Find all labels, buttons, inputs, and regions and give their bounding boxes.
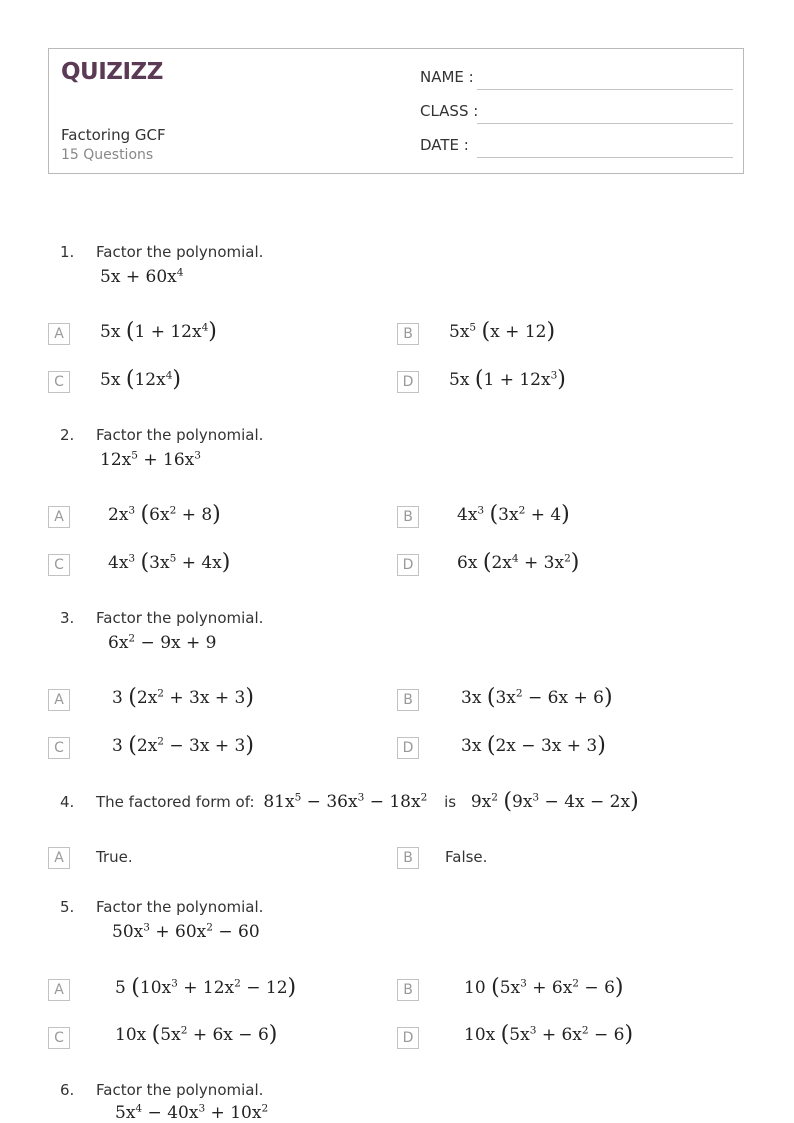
question-3-expression: $6x^2 - 9x + 9$ [108,632,217,653]
class-label: CLASS : [420,102,479,120]
q3-option-c-letter[interactable]: C [48,737,70,759]
date-label: DATE : [420,136,469,154]
q3-option-c[interactable]: 3 $(2x^2 - 3x + 3)$ [112,732,254,759]
q1-option-c-letter[interactable]: C [48,371,70,393]
q3-option-d[interactable]: 3x (2x − 3x + 3) [461,732,606,759]
worksheet-title: Factoring GCF [61,126,166,144]
question-count: 15 Questions [61,147,154,163]
class-field [420,102,733,124]
question-3-number: 3. [60,609,75,627]
question-5-prompt: Factor the polynomial. [96,898,264,916]
name-line[interactable] [477,89,733,90]
question-4-expression: $81x^5 - 36x^3 - 18x^2$ [263,791,428,812]
q3-option-b-letter[interactable]: B [397,689,419,711]
q3-option-a[interactable]: 3 $(2x^2 + 3x + 3)$ [112,684,254,711]
question-6-expression: $5x^4 - 40x^3 + 10x^2$ [115,1102,269,1123]
q5-option-b[interactable]: 10 $(5x^3 + 6x^2 - 6)$ [464,974,624,1001]
q1-option-a-letter[interactable]: A [48,323,70,345]
q4-option-a[interactable]: True. [96,848,133,866]
q3-option-b[interactable]: 3x $(3x^2 - 6x + 6)$ [461,684,613,711]
q2-option-b-letter[interactable]: B [397,506,419,528]
question-5-expression: $50x^3 + 60x^2 - 60$ [112,921,260,942]
question-1-number: 1. [60,243,75,261]
q2-option-d[interactable]: 6x $(2x^4 + 3x^2)$ [457,549,580,576]
question-3-prompt: Factor the polynomial. [96,609,264,627]
q3-option-d-letter[interactable]: D [397,737,419,759]
q2-option-c-letter[interactable]: C [48,554,70,576]
q1-option-d-letter[interactable]: D [397,371,419,393]
question-4-prompt [96,788,639,815]
question-4-expression-2: $9x^2$ $(9x^3 - 4x - 2x)$ [470,788,639,815]
question-4-number: 4. [60,793,75,811]
question-5-number: 5. [60,898,75,916]
q1-option-d[interactable]: 5x $(1 + 12x^3)$ [449,366,566,393]
date-field [420,136,733,158]
q3-option-a-letter[interactable]: A [48,689,70,711]
q5-option-a[interactable]: 5 $(10x^3 + 12x^2 - 12)$ [115,974,297,1001]
q5-option-d-letter[interactable]: D [397,1027,419,1049]
q1-option-b[interactable]: $5x^5$ (x + 12) [449,318,556,345]
q5-option-d[interactable]: 10x $(5x^3 + 6x^2 - 6)$ [464,1021,634,1048]
question-6-prompt: Factor the polynomial. [96,1081,264,1099]
question-2-prompt: Factor the polynomial. [96,426,264,444]
q5-option-c[interactable]: 10x $(5x^2 + 6x - 6)$ [115,1021,278,1048]
q4-option-b-letter[interactable]: B [397,847,419,869]
date-line[interactable] [477,157,733,158]
q4-option-b[interactable]: False. [445,848,488,866]
question-4-prompt-middle: is [444,793,457,811]
q5-option-b-letter[interactable]: B [397,979,419,1001]
q2-option-d-letter[interactable]: D [397,554,419,576]
q1-option-b-letter[interactable]: B [397,323,419,345]
class-line[interactable] [477,123,733,124]
q2-option-b[interactable]: $4x^3$ $(3x^2 + 4)$ [457,501,570,528]
question-6-number: 6. [60,1081,75,1099]
q1-option-c[interactable]: 5x $(12x^4)$ [100,366,182,393]
question-2-number: 2. [60,426,75,444]
question-4-prompt-before: The factored form of: [96,793,255,811]
worksheet-header [48,48,744,174]
q1-option-a[interactable]: 5x $(1 + 12x^4)$ [100,318,217,345]
name-label: NAME : [420,68,474,86]
name-field [420,68,733,90]
q5-option-a-letter[interactable]: A [48,979,70,1001]
question-2-expression: $12x^5 + 16x^3$ [100,449,201,470]
q2-option-c[interactable]: $4x^3$ $(3x^5 + 4x)$ [108,549,231,576]
q5-option-c-letter[interactable]: C [48,1027,70,1049]
q2-option-a-letter[interactable]: A [48,506,70,528]
quizizz-logo: QUIZIZZ [61,59,163,85]
q4-option-a-letter[interactable]: A [48,847,70,869]
q2-option-a[interactable]: $2x^3$ $(6x^2 + 8)$ [108,501,221,528]
question-1-prompt: Factor the polynomial. [96,243,264,261]
question-1-expression: $5x + 60x^4$ [100,266,184,287]
